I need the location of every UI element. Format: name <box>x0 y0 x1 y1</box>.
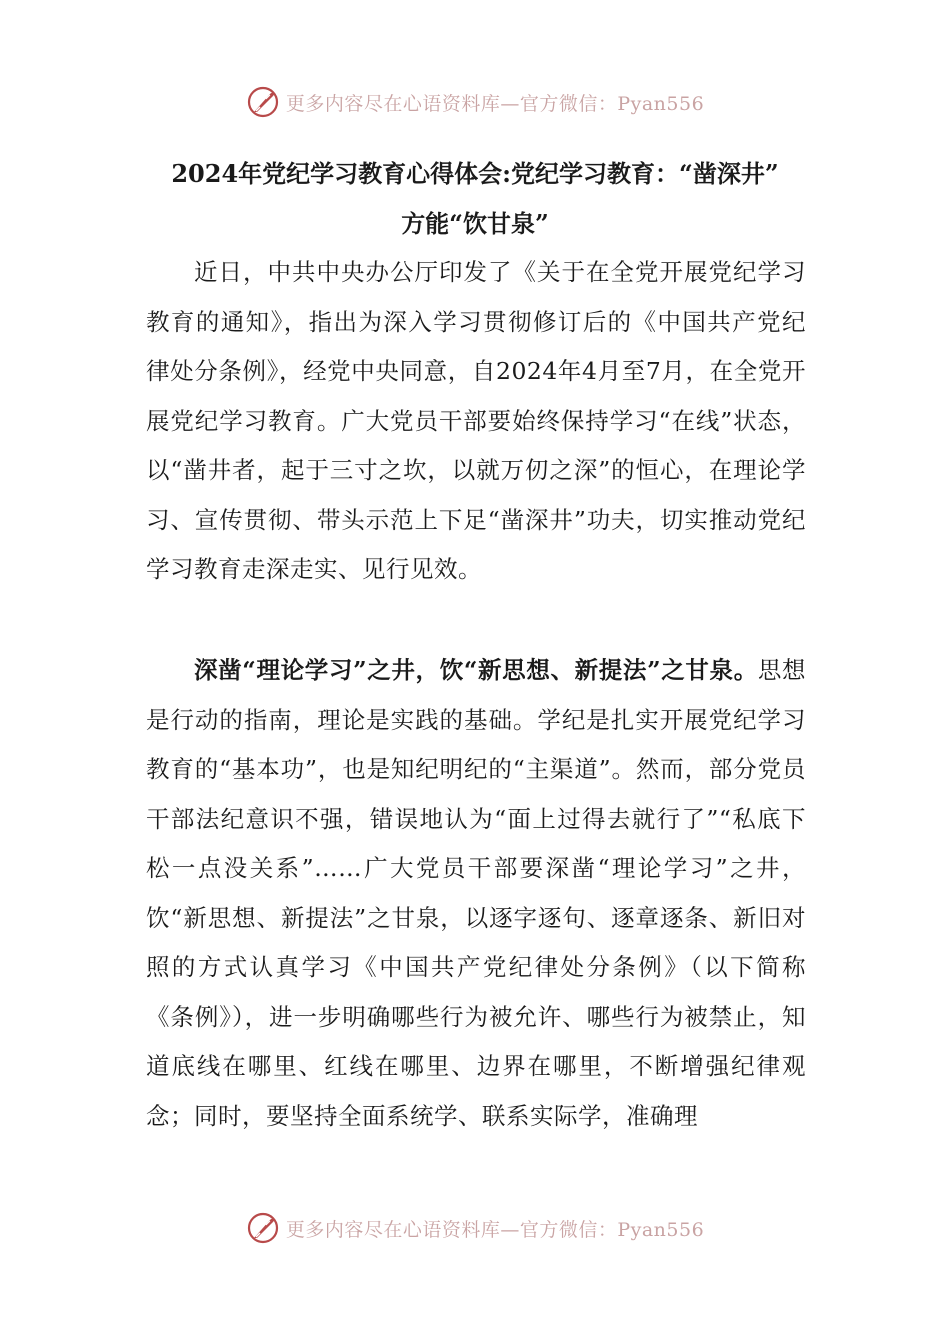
body-paragraph-1 <box>146 248 806 595</box>
paragraph-2-lead: 深凿“理论学习”之井，饮“新思想、新提法”之甘泉。 <box>194 656 758 684</box>
document-title-line-1: 2024年党纪学习教育心得体会:党纪学习教育：“凿深井” <box>171 159 779 188</box>
quill-pen-logo-icon <box>246 85 280 119</box>
document-title-line-2: 方能“饮甘泉” <box>401 209 549 238</box>
watermark-header <box>0 82 950 122</box>
paragraph-2-text: 思想是行动的指南，理论是实践的基础。学纪是扎实开展党纪学习教育的“基本功”，也是知纪明纪的“主渠道”。然而，部分党员干部法纪意识不强，错误地认为“面上过得去就行了”“私底下松一点没关系”……广大党员干部要深凿“理论学习”之井，饮“新思想、新提法”之甘泉，以逐字逐句、逐章逐条、新旧对照的方式认真学习《中国共产党纪律处分条例》（以下简称《条例》），进一步明确哪些行为被允许、哪些行为被禁止，知道底线在哪里、红线在哪里、边界在哪里，不断增强纪律观念；同时，要坚持全面系统学、联系实际学，准确理 <box>146 656 806 1130</box>
watermark-footer <box>0 1208 950 1248</box>
paragraph-1-text: 近日，中共中央办公厅印发了《关于在全党开展党纪学习教育的通知》，指出为深入学习贯彻修订后的《中国共产党纪律处分条例》，经党中央同意，自2024年4月至7月，在全党开展党纪学习教育。广大党员干部要始终保持学习“在线”状态，以“凿井者，起于三寸之坎，以就万仞之深”的恒心，在理论学习、宣传贯彻、带头示范上下足“凿深井”功夫，切实推动党纪学习教育走深走实、见行见效。 <box>146 258 806 583</box>
watermark-text-footer: 更多内容尽在心语资料库—官方微信：Pyan556 <box>285 1218 705 1241</box>
quill-pen-logo-icon <box>246 1211 280 1245</box>
watermark-text: 更多内容尽在心语资料库—官方微信：Pyan556 <box>285 92 705 115</box>
body-paragraph-2 <box>146 646 806 1141</box>
